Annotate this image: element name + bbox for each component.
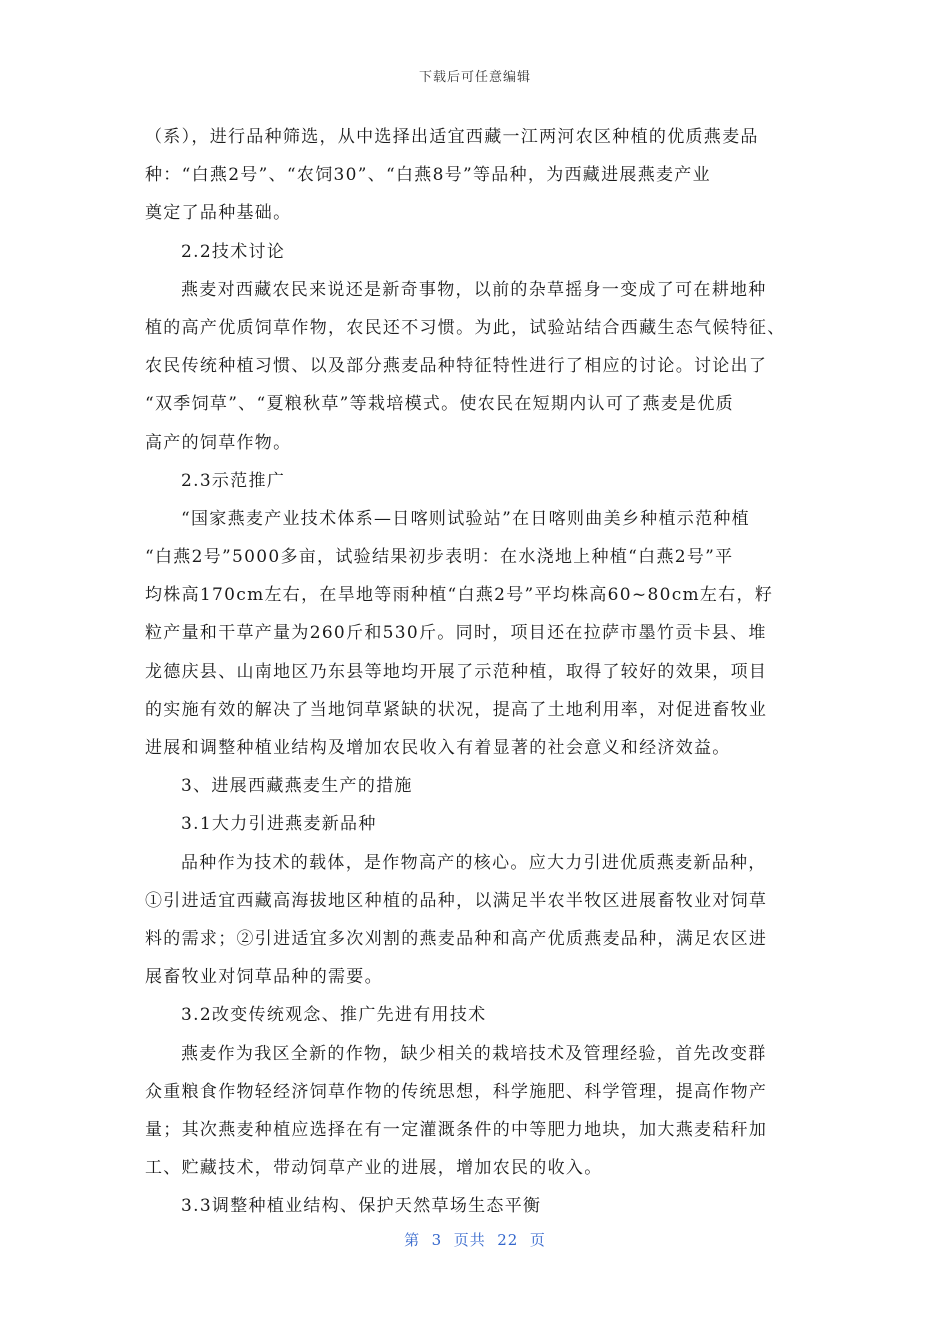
text-line: 3.2改变传统观念、推广先进有用技术: [181, 1005, 487, 1026]
text-line: 3.1大力引进燕麦新品种: [181, 814, 377, 835]
text-line: 的实施有效的解决了当地饲草紧缺的状况，提高了土地利用率，对促进畜牧业: [145, 699, 768, 720]
text-line: 均株高170cm左右，在旱地等雨种植“白燕2号”平均株高60~80cm左右，籽: [145, 585, 774, 606]
text-line: “国家燕麦产业技术体系—日喀则试验站”在日喀则曲美乡种植示范种植: [181, 508, 750, 529]
text-line: 粒产量和干草产量为260斤和530斤。同时，项目还在拉萨市墨竹贡卡县、堆: [145, 623, 767, 644]
text-line: “白燕2号”5000多亩，试验结果初步表明：在水浇地上种植“白燕2号”平: [145, 547, 734, 568]
text-line: 品种作为技术的载体，是作物高产的核心。应大力引进优质燕麦新品种，: [181, 852, 767, 873]
text-line: 3、进展西藏燕麦生产的措施: [181, 776, 413, 797]
text-line: 展畜牧业对饲草品种的需要。: [145, 967, 383, 988]
text-line: 料的需求；②引进适宜多次刈割的燕麦品种和高产优质燕麦品种，满足农区进: [145, 928, 768, 949]
page-header: 下载后可任意编辑: [418, 70, 531, 85]
page-footer: 第 3 页共 22 页: [404, 1231, 546, 1249]
text-line: 高产的饲草作物。: [145, 432, 292, 453]
text-line: 2.2技术讨论: [181, 241, 286, 262]
text-line: 农民传统种植习惯、以及部分燕麦品种特征特性进行了相应的讨论。讨论出了: [145, 356, 768, 377]
text-line: 3.3调整种植业结构、保护天然草场生态平衡: [181, 1196, 542, 1217]
text-line: 众重粮食作物轻经济饲草作物的传统思想，科学施肥、科学管理，提高作物产: [145, 1081, 768, 1102]
text-line: 进展和调整种植业结构及增加农民收入有着显著的社会意义和经济效益。: [145, 738, 731, 758]
text-line: 燕麦对西藏农民来说还是新奇事物，以前的杂草摇身一变成了可在耕地种: [181, 279, 767, 300]
text-line: “双季饲草”、“夏粮秋草”等栽培模式。使农民在短期内认可了燕麦是优质: [145, 394, 734, 415]
text-line: ①引进适宜西藏高海拔地区种植的品种，以满足半农半牧区进展畜牧业对饲草: [145, 890, 768, 911]
document-body: [145, 118, 805, 1225]
text-line: 龙德庆县、山南地区乃东县等地均开展了示范种植，取得了较好的效果，项目: [145, 661, 768, 682]
text-line: 燕麦作为我区全新的作物，缺少相关的栽培技术及管理经验，首先改变群: [181, 1043, 767, 1064]
text-line: 植的高产优质饲草作物，农民还不习惯。为此，试验站结合西藏生态气候特征、: [145, 317, 786, 338]
text-line: 量；其次燕麦种植应选择在有一定灌溉条件的中等肥力地块，加大燕麦秸秆加: [145, 1119, 768, 1140]
text-line: 奠定了品种基础。: [145, 203, 292, 224]
text-line: （系），进行品种筛选，从中选择出适宜西藏一江两河农区种植的优质燕麦品: [145, 127, 759, 147]
text-line: 2.3示范推广: [181, 470, 286, 491]
text-line: 种：“白燕2号”、“农饲30”、“白燕8号”等品种，为西藏进展燕麦产业: [145, 165, 711, 186]
text-line: 工、贮藏技术，带动饲草产业的进展，增加农民的收入。: [145, 1158, 603, 1179]
